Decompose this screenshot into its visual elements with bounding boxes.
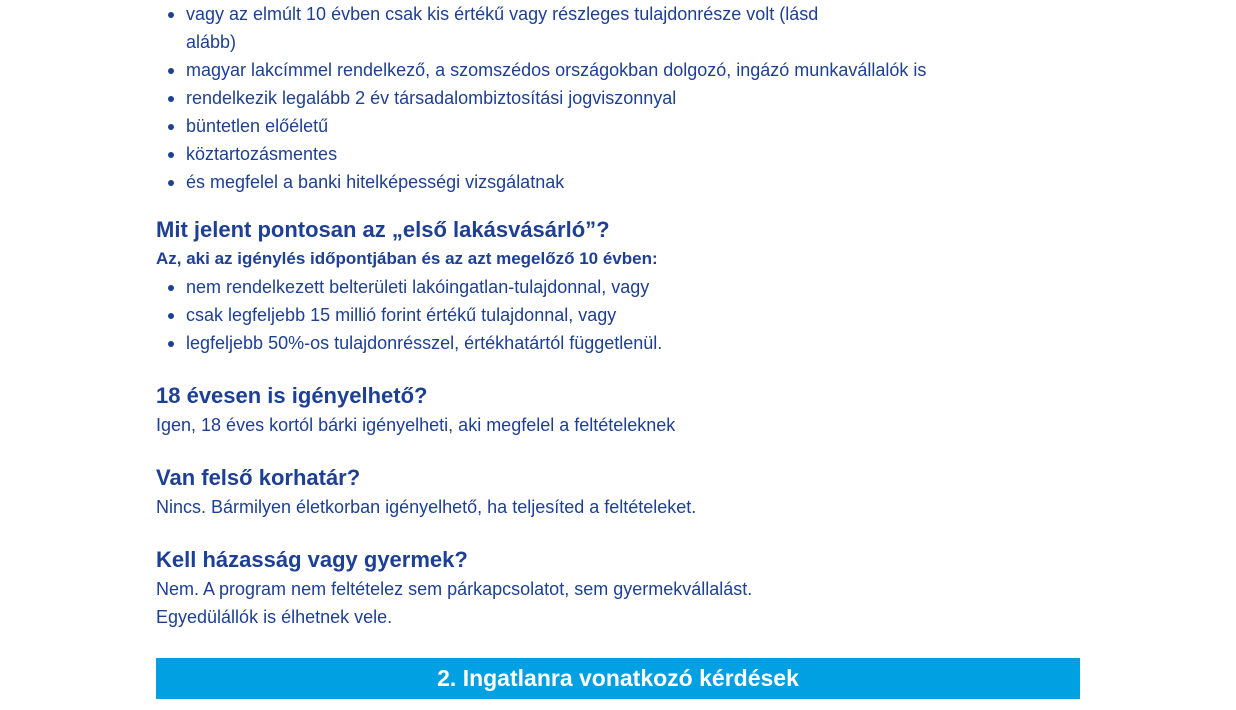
age18-section bbox=[156, 381, 1080, 439]
eligibility-list bbox=[156, 0, 1080, 196]
marriage-answer-line1: Nem. A program nem feltételez sem párkapcsolatot, sem gyermekvállalást. bbox=[156, 579, 753, 599]
age18-answer: Igen, 18 éves kortól bárki igényelheti, aki megfelel a feltételeknek bbox=[156, 415, 676, 435]
list-item: vagy az elmúlt 10 évben csak kis értékű vagy részleges tulajdonrésze volt (lásd alább) bbox=[156, 0, 826, 56]
first-buyer-list bbox=[156, 273, 1080, 357]
first-buyer-subheading: Az, aki az igénylés időpontjában és az azt megelőző 10 évben: bbox=[156, 249, 658, 268]
first-buyer-section bbox=[156, 215, 1080, 357]
first-buyer-heading: Mit jelent pontosan az „első lakásvásárló”? bbox=[156, 217, 610, 242]
upper-age-section bbox=[156, 463, 1080, 521]
list-item: nem rendelkezett belterületi lakóingatlan-tulajdonnal, vagy bbox=[156, 273, 1080, 301]
marriage-heading: Kell házasság vagy gyermek? bbox=[156, 547, 468, 572]
age18-heading: 18 évesen is igényelhető? bbox=[156, 383, 428, 408]
list-item: csak legfeljebb 15 millió forint értékű tulajdonnal, vagy bbox=[156, 301, 1080, 329]
list-item: magyar lakcímmel rendelkező, a szomszédos országokban dolgozó, ingázó munkavállalók is bbox=[156, 56, 1080, 84]
section-header-property: 2. Ingatlanra vonatkozó kérdések bbox=[156, 658, 1080, 699]
marriage-answer-line2: Egyedülállók is élhetnek vele. bbox=[156, 607, 393, 627]
upper-age-answer: Nincs. Bármilyen életkorban igényelhető, ha teljesíted a feltételeket. bbox=[156, 497, 697, 517]
list-item: köztartozásmentes bbox=[156, 140, 1080, 168]
marriage-section bbox=[156, 545, 1080, 631]
list-item: rendelkezik legalább 2 év társadalombiztosítási jogviszonnyal bbox=[156, 84, 1080, 112]
upper-age-heading: Van felső korhatár? bbox=[156, 465, 361, 490]
eligibility-list-block bbox=[156, 0, 1080, 196]
list-item: legfeljebb 50%-os tulajdonrésszel, értékhatártól függetlenül. bbox=[156, 329, 1080, 357]
list-item: és megfelel a banki hitelképességi vizsgálatnak bbox=[156, 168, 1080, 196]
list-item: büntetlen előéletű bbox=[156, 112, 1080, 140]
